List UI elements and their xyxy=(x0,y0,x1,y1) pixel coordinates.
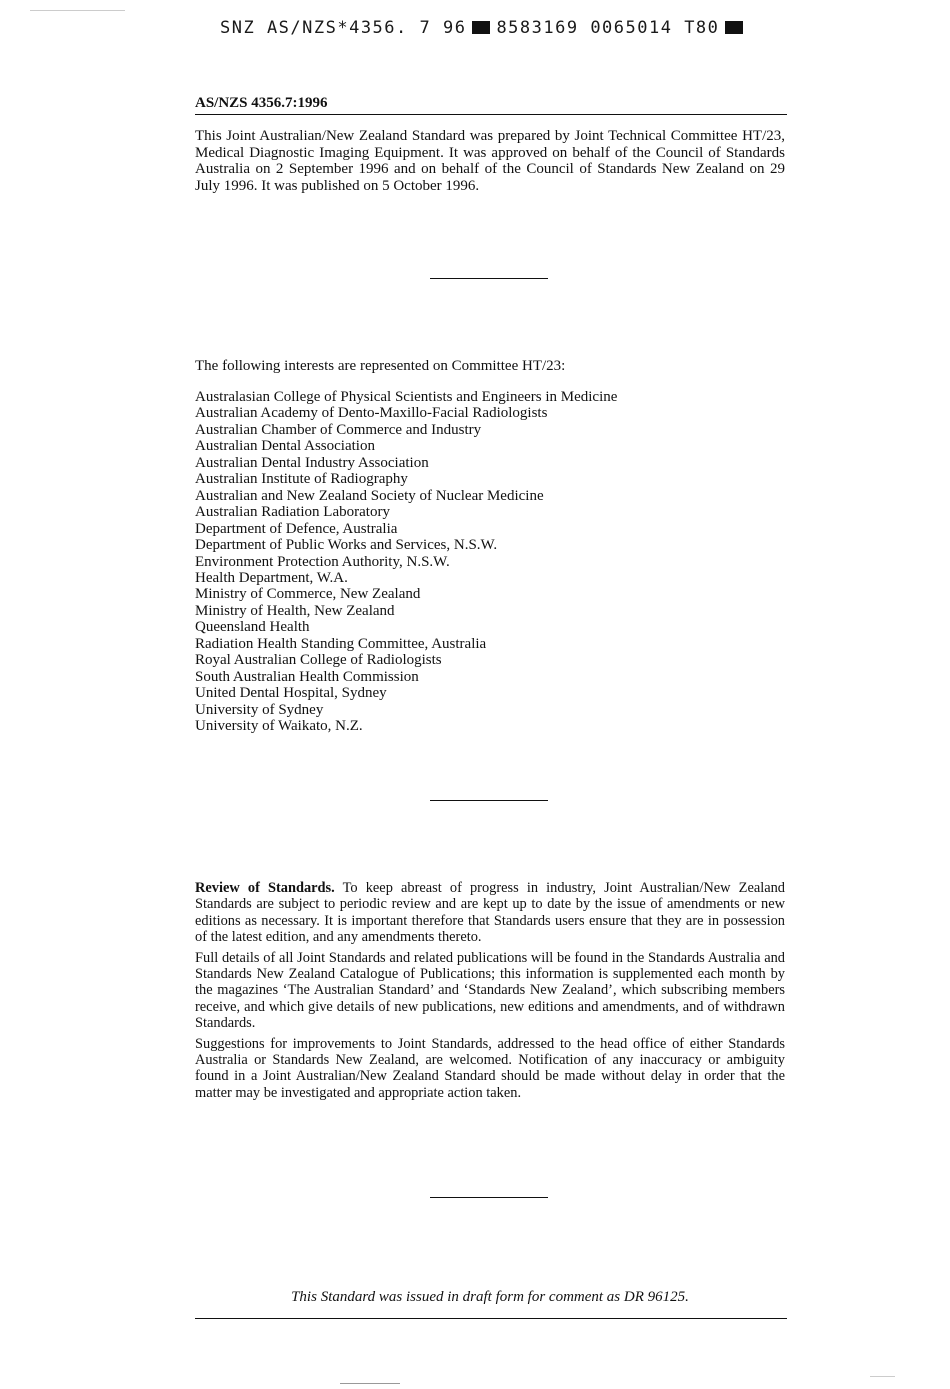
list-item: Health Department, W.A. xyxy=(195,569,348,586)
list-item: Australian and New Zealand Society of Nuclear Medicine xyxy=(195,487,544,504)
list-item: Australian Dental Association xyxy=(195,438,375,455)
draft-note: This Standard was issued in draft form for comment as DR 96125. xyxy=(291,1289,689,1305)
review-lead: Review of Standards. xyxy=(195,880,335,896)
list-item: Ministry of Commerce, New Zealand xyxy=(195,586,421,603)
list-item: Queensland Health xyxy=(195,619,310,636)
review-paragraph-3: Suggestions for improvements to Joint Standards, addressed to the head office of either Standards Australia or Standards New Zealand, are welcomed. Notification of any inaccuracy or ambiguity found in a Joint Australian/New Zealand Standard should be made without delay in order that the matter may be investigated and appropriate action taken. xyxy=(195,1035,785,1101)
document-number: AS/NZS 4356.7:1996 xyxy=(195,95,328,111)
list-item: Australian Institute of Radiography xyxy=(195,471,408,488)
list-item: Australian Chamber of Commerce and Industry xyxy=(195,421,482,438)
scan-speck xyxy=(870,1376,895,1377)
list-item: South Australian Health Commission xyxy=(195,668,419,685)
list-item: Department of Public Works and Services, N.S.W. xyxy=(195,537,498,554)
list-item: Ministry of Health, New Zealand xyxy=(195,602,395,619)
section-divider xyxy=(430,800,548,801)
review-text-1: To keep abreast of progress in industry, Joint Australian/New Zealand Standards are subject to periodic review and are kept up to date by the issue of amendments or new editions as necessary. It is important therefore that Standards users ensure that they are in possession of the latest edition, and any amendments thereto. xyxy=(195,880,785,946)
list-item: Australian Academy of Dento-Maxillo-Facial Radiologists xyxy=(195,405,548,422)
list-item: Environment Protection Authority, N.S.W. xyxy=(195,553,450,570)
scan-speck xyxy=(30,10,125,11)
footer-rule xyxy=(195,1318,787,1319)
intro-paragraph: This Joint Australian/New Zealand Standard was prepared by Joint Technical Committee HT/23, Medical Diagnostic Imaging Equipment. It was approved on behalf of the Council of Standards Australia on 2 September 1996 and on behalf of the Council of Standards New Zealand on 29 July 1996. It was published on 5 October 1996. xyxy=(195,128,785,194)
scan-block-mark xyxy=(725,21,743,34)
list-item: Australian Dental Industry Association xyxy=(195,454,429,471)
review-paragraph-2: Full details of all Joint Standards and related publications will be found in the Standards Australia and Standards New Zealand Catalogue of Publications; this information is supplemented each month by the magazines ‘The Australian Standard’ and ‘Standards New Zealand’, which subscribing members receive, and which give details of new publications, new editions and amendments, and of withdrawn Standards. xyxy=(195,949,785,1032)
list-item: Department of Defence, Australia xyxy=(195,520,398,537)
review-section xyxy=(195,880,785,1105)
list-item: University of Sydney xyxy=(195,701,324,718)
section-divider xyxy=(430,1197,548,1198)
list-item: Australian Radiation Laboratory xyxy=(195,504,390,521)
scan-speck xyxy=(340,1383,400,1384)
list-item: Australasian College of Physical Scientists and Engineers in Medicine xyxy=(195,389,618,405)
title-rule xyxy=(195,114,787,115)
scan-header-left: SNZ AS/NZS*4356. 7 96 xyxy=(220,18,467,38)
list-item: United Dental Hospital, Sydney xyxy=(195,685,387,702)
scan-header-middle: 8583169 0065014 T80 xyxy=(496,18,720,38)
scan-block-mark xyxy=(472,21,490,34)
list-item: Royal Australian College of Radiologists xyxy=(195,652,442,669)
scan-header xyxy=(220,18,749,38)
list-item: Radiation Health Standing Committee, Australia xyxy=(195,635,487,652)
interests-list xyxy=(195,389,617,735)
list-item: University of Waikato, N.Z. xyxy=(195,718,363,735)
review-paragraph-1 xyxy=(195,880,785,946)
interests-heading: The following interests are represented on Committee HT/23: xyxy=(195,358,566,374)
section-divider xyxy=(430,278,548,279)
